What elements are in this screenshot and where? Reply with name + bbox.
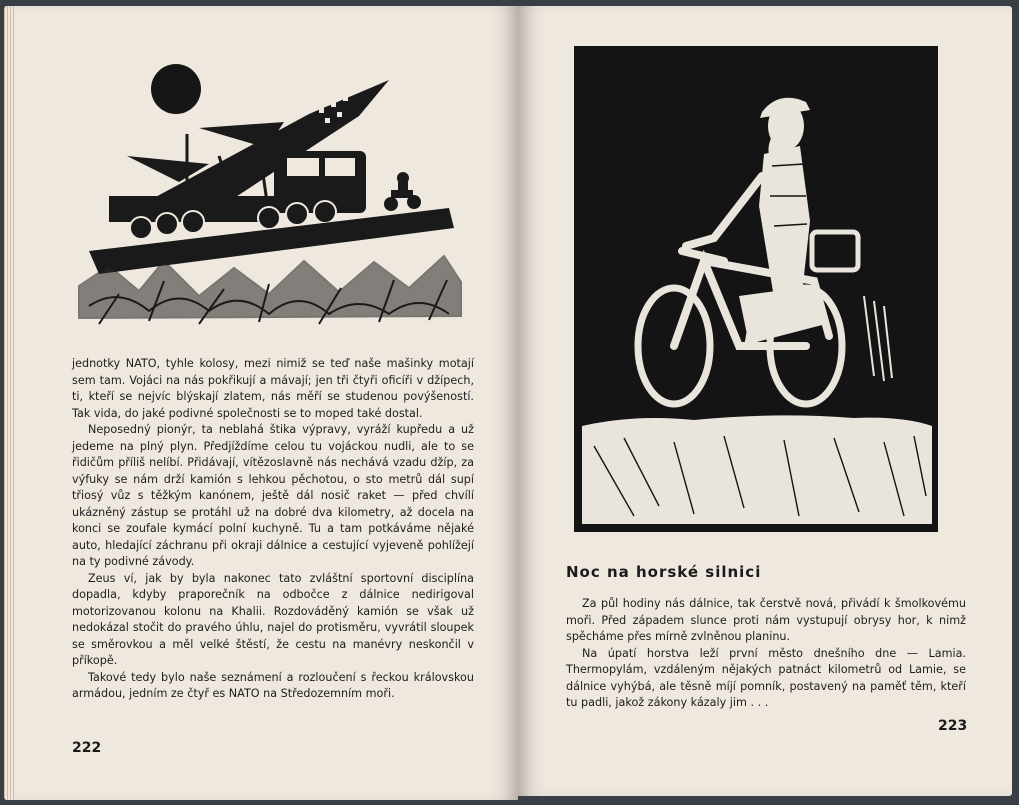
paragraph: jednotky NATO, tyhle kolosy, mezi nimiž se teď naše mašinky motají sem tam. Vojáci na nás pokřikují a mávají; jen tři čtyři oficíři v džípech, ti, kteří se nejvíc blýskají zlatem, nás měří se studenou povýšeností. Tak vida, do jaké podivné společnosti se to moped také dostal. bbox=[72, 357, 474, 420]
chapter-title: Noc na horské silnici bbox=[566, 563, 762, 581]
left-page bbox=[4, 6, 518, 800]
page-edge-lines bbox=[4, 6, 14, 800]
paragraph: Neposedný pionýr, ta neblahá štika výpravy, vyráží kupředu a už jedeme na plný plyn. Předjíždíme celou tu vojáckou nudli, ale to se řidičům příliš nelíbí. Přidávají, vítězoslavně nás nechává vzadu džíp, za výfuky se nám drží kamión s lehkou pěchotou, o sto metrů dál supí třiosý vůz s těžkým kanónem, ještě dál nosič raket — před chvílí ukázněný zástup se protáhl už na dobré dva kilometry, až docela na konci se zoufale kymácí polní kuchyně. Tu a tam potkáváme nějaké auto, hledající záchranu při okraji dálnice a cestující vyjeveně pohlížejí na ty podivné závody. bbox=[72, 423, 474, 568]
left-page-text bbox=[72, 356, 474, 703]
page-number: 222 bbox=[72, 740, 102, 756]
paragraph: Za půl hodiny nás dálnice, tak čerstvě nová, přivádí k šmolkovému moři. Před západem slunce proti nám vystupují obrysy hor, k nimž spěcháme přes mírně zvlněnou planinu. bbox=[566, 597, 966, 643]
right-page-text bbox=[566, 596, 966, 712]
page-number: 223 bbox=[938, 718, 968, 734]
moped-rider-illustration bbox=[574, 46, 938, 532]
paragraph: Takové tedy bylo naše seznámení a rozloučení s řeckou královskou armádou, jedním ze čtyř es NATO na Středozemním moři. bbox=[72, 670, 474, 700]
rocket-convoy-illustration bbox=[69, 56, 469, 336]
paragraph: Zeus ví, jak by byla nakonec tato zvláštní sportovní disciplína dopadla, kdyby praporečník na odbočce z dálnice nedirigoval motorizovanou kolonu na Khalii. Rozdováděný kamión se však už nedokázal stočit do pravého úhlu, najel do protisměru, vyvrátil sloupek se směrovkou a měl velké štěstí, že cestu na manévry neskončil v příkopě. bbox=[72, 571, 474, 667]
paragraph: Na úpatí horstva leží první město dnešního dne — Lamia. Thermopylám, vzdáleným nějakých patnáct kilometrů od Lamie, se dálnice vyhýbá, ale těsně míjí pomník, postavený na paměť těm, kteří tu padli, jakož zákony kázaly jim . . . bbox=[566, 646, 966, 709]
right-page bbox=[518, 6, 1012, 796]
